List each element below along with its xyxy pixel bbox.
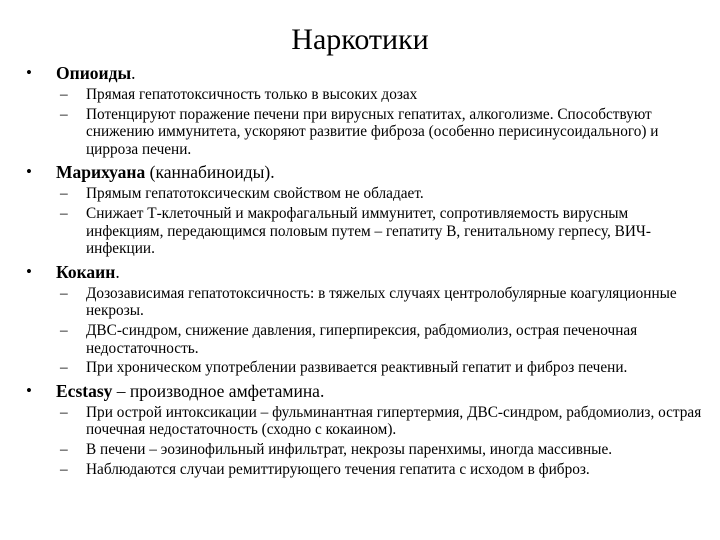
dash-icon: – bbox=[60, 440, 68, 458]
heading-rest: . bbox=[131, 63, 136, 83]
bullet-icon: • bbox=[26, 63, 32, 82]
heading-term: Марихуана bbox=[56, 162, 146, 183]
heading-term: Опиоиды bbox=[56, 63, 132, 83]
heading-rest: . bbox=[115, 261, 120, 282]
dash-icon: – bbox=[60, 403, 68, 421]
list-item: – Дозозависимая гепатотоксичность: в тяжелых случаях центролобулярные коагуляционные некрозы. bbox=[60, 284, 677, 320]
heading-rest: – производное амфетамина. bbox=[112, 380, 325, 401]
section-heading bbox=[26, 261, 706, 283]
slide-content bbox=[26, 62, 706, 480]
heading-term: Кокаин bbox=[56, 261, 116, 282]
section-ecstasy bbox=[26, 380, 706, 478]
dash-icon: – bbox=[60, 204, 68, 222]
section-cocaine bbox=[26, 261, 706, 377]
list-item: – Потенцируют поражение печени при вирусных гепатитах, алкоголизме. Способствуют снижению иммунитета, ускоряют развитие фиброза (особенно перисинусоидального) и цирроза печени. bbox=[60, 105, 659, 158]
list-item: – В печени – эозинофильный инфильтрат, некрозы паренхимы, иногда массивные. bbox=[60, 440, 613, 458]
sub-list bbox=[26, 285, 706, 377]
dash-icon: – bbox=[60, 359, 68, 377]
dash-icon: – bbox=[60, 284, 68, 302]
list-item: – Прямая гепатотоксичность только в высоких дозах bbox=[60, 86, 418, 103]
sub-list bbox=[26, 86, 706, 158]
heading-term: Ecstasy bbox=[56, 380, 113, 401]
section-heading bbox=[26, 161, 706, 183]
list-item: – При острой интоксикации – фульминантная гипертермия, ДВС-синдром, рабдомиолиз, острая почечная недостаточность (сходно с кокаином). bbox=[60, 403, 702, 439]
list-item: – Снижает Т-клеточный и макрофагальный иммунитет, сопротивляемость вирусным инфекциям, передающимся половым путем – гепатиту В, генитальному герпесу, ВИЧ-инфекции. bbox=[60, 204, 651, 258]
dash-icon: – bbox=[60, 105, 68, 123]
dash-icon: – bbox=[60, 185, 68, 203]
list-item: – Прямым гепатотоксическим свойством не обладает. bbox=[60, 185, 424, 203]
section-opioids bbox=[26, 62, 706, 158]
bullet-icon: • bbox=[26, 380, 32, 400]
list-item: – ДВС-синдром, снижение давления, гиперпирексия, рабдомиолиз, острая печеночная недостаточность. bbox=[60, 321, 638, 357]
sub-list bbox=[26, 185, 706, 257]
dash-icon: – bbox=[60, 460, 68, 478]
list-item: – При хроническом употреблении развивается реактивный гепатит и фиброз печени. bbox=[60, 359, 628, 377]
dash-icon: – bbox=[60, 86, 68, 103]
section-marijuana bbox=[26, 161, 706, 257]
bullet-icon: • bbox=[26, 261, 32, 281]
list-item: – Наблюдаются случаи ремиттирующего течения гепатита с исходом в фиброз. bbox=[60, 460, 590, 478]
section-heading bbox=[26, 380, 706, 402]
heading-rest: (каннабиноиды). bbox=[145, 162, 275, 183]
section-heading bbox=[26, 62, 706, 84]
bullet-icon: • bbox=[26, 162, 32, 182]
dash-icon: – bbox=[60, 321, 68, 339]
sub-list bbox=[26, 404, 706, 478]
slide-title: Наркотики bbox=[291, 23, 429, 56]
